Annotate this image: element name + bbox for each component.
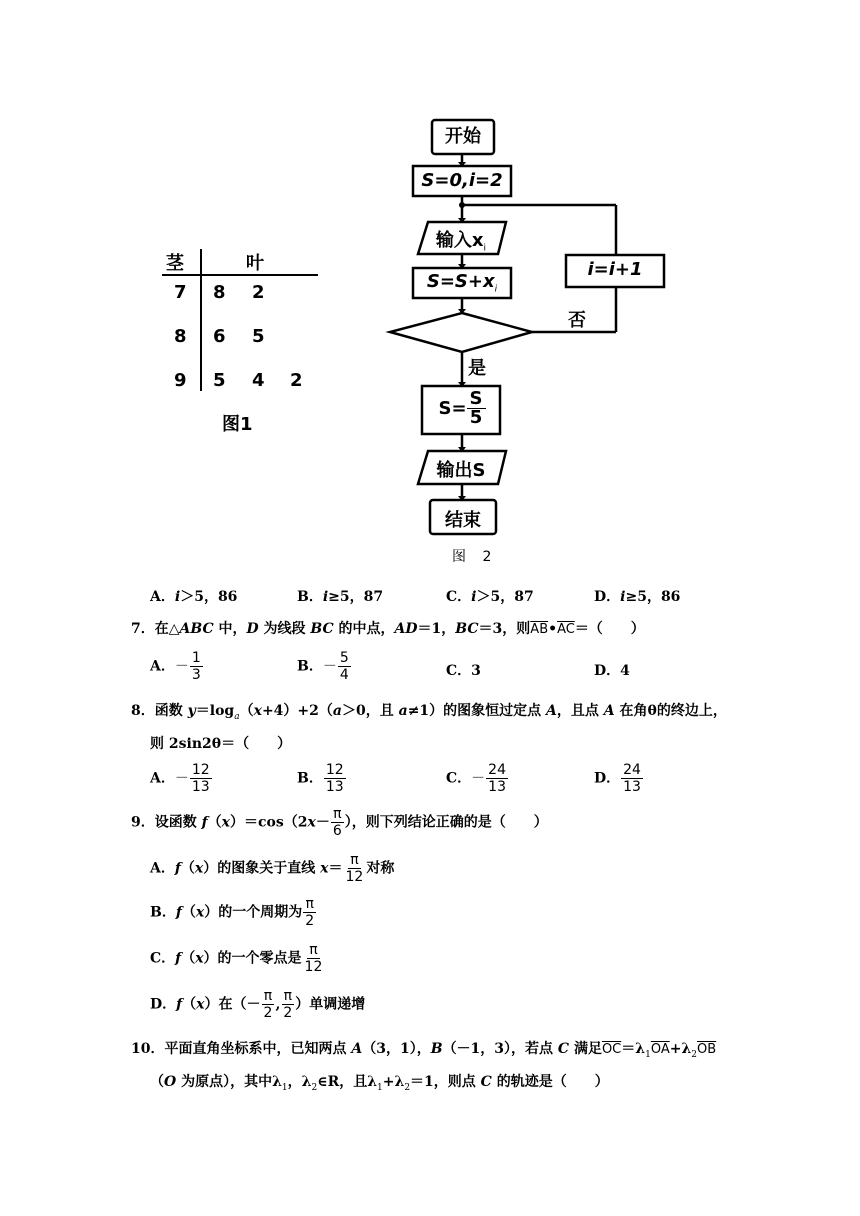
q6-option-c: C．i＞5，87 xyxy=(446,589,534,605)
question-10-line1: 10．平面直角坐标系中，已知两点 A（3，1），B（－1，3），若点 C 满足$\overline{OC}=\lambda_1\overline{OA}+\lambda_2\overline{OB}$ xyxy=(131,1038,716,1060)
stem-9: 9 xyxy=(174,370,187,391)
question-9: 9．设函数 f（x）＝cos（2x－ $\frac{\pi}{6}$ ），则下列结论正确的是（ ） xyxy=(131,806,548,839)
q9-option-c: C．f（x）的一个零点是 $\frac{\pi}{12}$ xyxy=(150,942,323,975)
q7-option-b: B．－ $\frac{5}{4}$ xyxy=(297,650,349,683)
q7-option-a: A．－ $\frac{1}{3}$ xyxy=(150,650,201,683)
flow-increment-label: i=i+1 xyxy=(587,259,643,280)
stem-leaf-plot xyxy=(160,245,320,425)
q6-option-a: A．i＞5，86 xyxy=(150,589,238,605)
q8-option-c: C．－ $\frac{24}{13}$ xyxy=(446,762,506,795)
flow-output-label: 输出S xyxy=(436,460,486,481)
flow-accumulate-label: $S=S+x_i$ xyxy=(426,271,498,295)
leaf: 2 xyxy=(252,282,265,303)
flow-input-label: 输入$x_i$ xyxy=(435,230,487,254)
q9-option-d: D．f（x）在（－ $\frac{\pi}{2}$ , $\frac{\pi}{2}$ ）单调递增 xyxy=(150,988,366,1021)
vector-ob: $\overline{OB}$ xyxy=(697,1042,717,1057)
q8-option-a: A．－ $\frac{12}{13}$ xyxy=(150,762,210,795)
q7-option-c: C．3 xyxy=(446,663,481,679)
q9-option-b: B．f（x）的一个周期为 $\frac{\pi}{2}$ xyxy=(150,896,315,929)
vector-oa: $\overline{OA}$ xyxy=(650,1042,670,1057)
flow-average-label: S= $\frac{S}{5}$ xyxy=(424,390,500,427)
flow-start-label: 开始 xyxy=(445,126,481,147)
figure2-caption: 图 2 xyxy=(452,549,498,565)
question-7: 7．在△ABC 中，D 为线段 BC 的中点，AD＝1，BC＝3，则$\overline{AB}•\overline{AC}=$（ ） xyxy=(131,618,645,638)
question-8-line1: 8．函数 $y=\log_a(x+4)+2(a>0$，且 a≠1）的图象恒过定点 A，且点 A 在角θ的终边上， xyxy=(131,703,727,722)
q6-option-d: D．i≥5，86 xyxy=(594,589,681,605)
vector-oc: $\overline{OC}$ xyxy=(601,1042,622,1057)
leaf: 5 xyxy=(252,326,265,347)
question-8-line2: 则 2sin2θ＝（ ） xyxy=(150,736,292,752)
stem-7: 7 xyxy=(174,282,187,303)
flow-init-label: S=0,i=2 xyxy=(421,170,503,191)
leaf: 4 xyxy=(252,370,265,391)
q6-option-b: B．i≥5，87 xyxy=(297,589,384,605)
decision-diamond xyxy=(390,313,532,352)
vector-ab: $\overline{AB}$ xyxy=(530,622,549,637)
flow-yes-label: 是 xyxy=(468,358,486,379)
leaf-header: 叶 xyxy=(246,253,264,274)
leaf: 2 xyxy=(290,370,303,391)
q9-option-a: A．f（x）的图象关于直线 x＝ $\frac{\pi}{12}$ 对称 xyxy=(150,852,395,885)
leaf: 8 xyxy=(213,282,226,303)
leaf: 5 xyxy=(213,370,226,391)
stem-leaf-hline xyxy=(162,274,318,276)
question-10-line2: （O 为原点），其中$\lambda_1$，$\lambda_2\in R$，且$\lambda_1+\lambda_2=1$，则点 C 的轨迹是（ ） xyxy=(150,1074,609,1093)
flow-no-label: 否 xyxy=(568,310,586,331)
q7-option-d: D．4 xyxy=(594,663,630,679)
vector-ac: $\overline{AC}$ xyxy=(557,622,575,637)
q8-option-d: D． $\frac{24}{13}$ xyxy=(594,762,641,795)
flow-end-label: 结束 xyxy=(445,510,481,531)
stem-8: 8 xyxy=(174,326,187,347)
q8-option-b: B． $\frac{12}{13}$ xyxy=(297,762,344,795)
stem-header: 茎 xyxy=(166,253,184,274)
figure1-caption: 图1 xyxy=(222,414,253,435)
leaf: 6 xyxy=(213,326,226,347)
stem-leaf-vline xyxy=(200,249,202,391)
